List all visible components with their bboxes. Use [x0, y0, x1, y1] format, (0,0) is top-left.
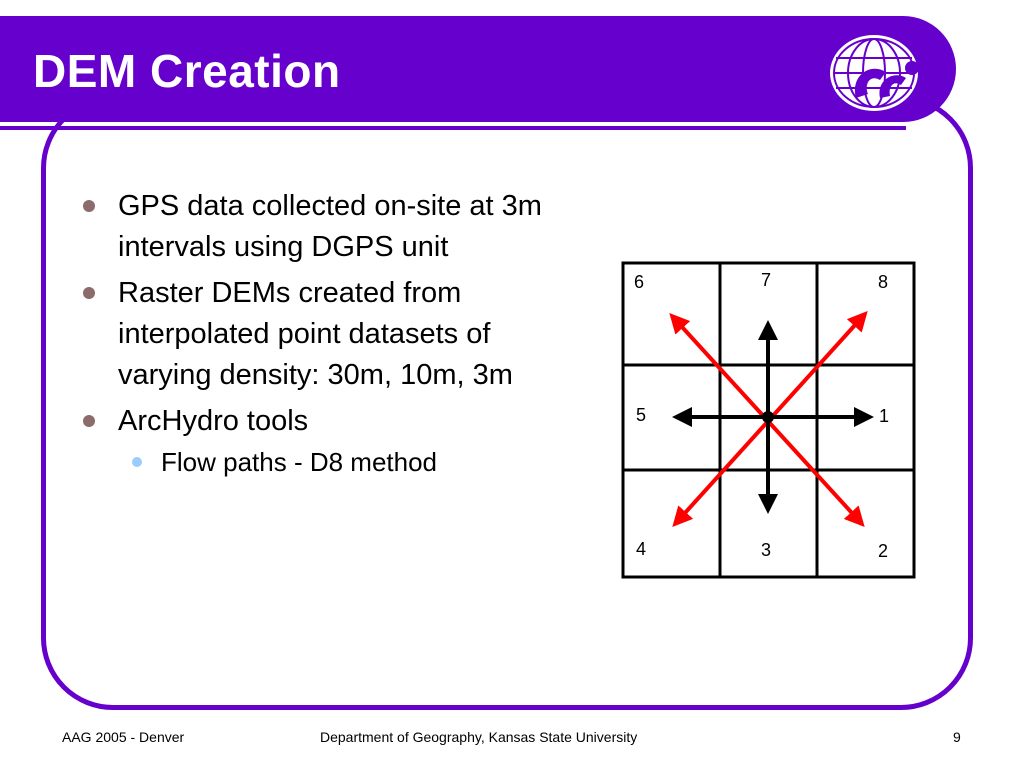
bullet-list: [80, 186, 550, 485]
cell-label-1: 1: [879, 406, 890, 426]
slide-number: 9: [953, 729, 961, 745]
bullet-text: GPS data collected on-site at 3m intervals using DGPS unit: [118, 190, 542, 263]
cell-label-4: 4: [636, 539, 647, 559]
cell-label-8: 8: [878, 272, 889, 292]
kansas-state-globe-logo-icon: [826, 28, 932, 116]
sub-bullet-text: Flow paths - D8 method: [161, 447, 438, 477]
bullet-dot-icon: [83, 287, 95, 299]
bullet-text: ArcHydro tools: [118, 405, 309, 437]
bullet-item: [80, 186, 550, 268]
cell-label-3: 3: [761, 540, 772, 560]
title-underline: [0, 126, 906, 130]
sub-bullet-item: [80, 444, 550, 480]
cell-label-2: 2: [878, 541, 889, 561]
footer-center: Department of Geography, Kansas State University: [320, 729, 638, 745]
bullet-item: [80, 273, 550, 396]
cell-label-5: 5: [636, 405, 647, 425]
sub-bullet-dot-icon: [132, 457, 142, 467]
bullet-dot-icon: [83, 415, 95, 427]
sub-bullet-list: [118, 444, 550, 480]
bullet-text: Raster DEMs created from interpolated point datasets of varying density: 30m, 10m, 3m: [118, 277, 513, 391]
bullet-dot-icon: [83, 200, 95, 212]
page-title: DEM Creation: [33, 45, 341, 97]
footer-left: AAG 2005 - Denver: [62, 729, 185, 745]
bullet-item: [80, 401, 550, 480]
d8-flow-direction-diagram: [620, 260, 916, 580]
center-cell-dot: [762, 411, 774, 423]
cell-label-7: 7: [761, 270, 772, 290]
cell-label-6: 6: [634, 272, 645, 292]
